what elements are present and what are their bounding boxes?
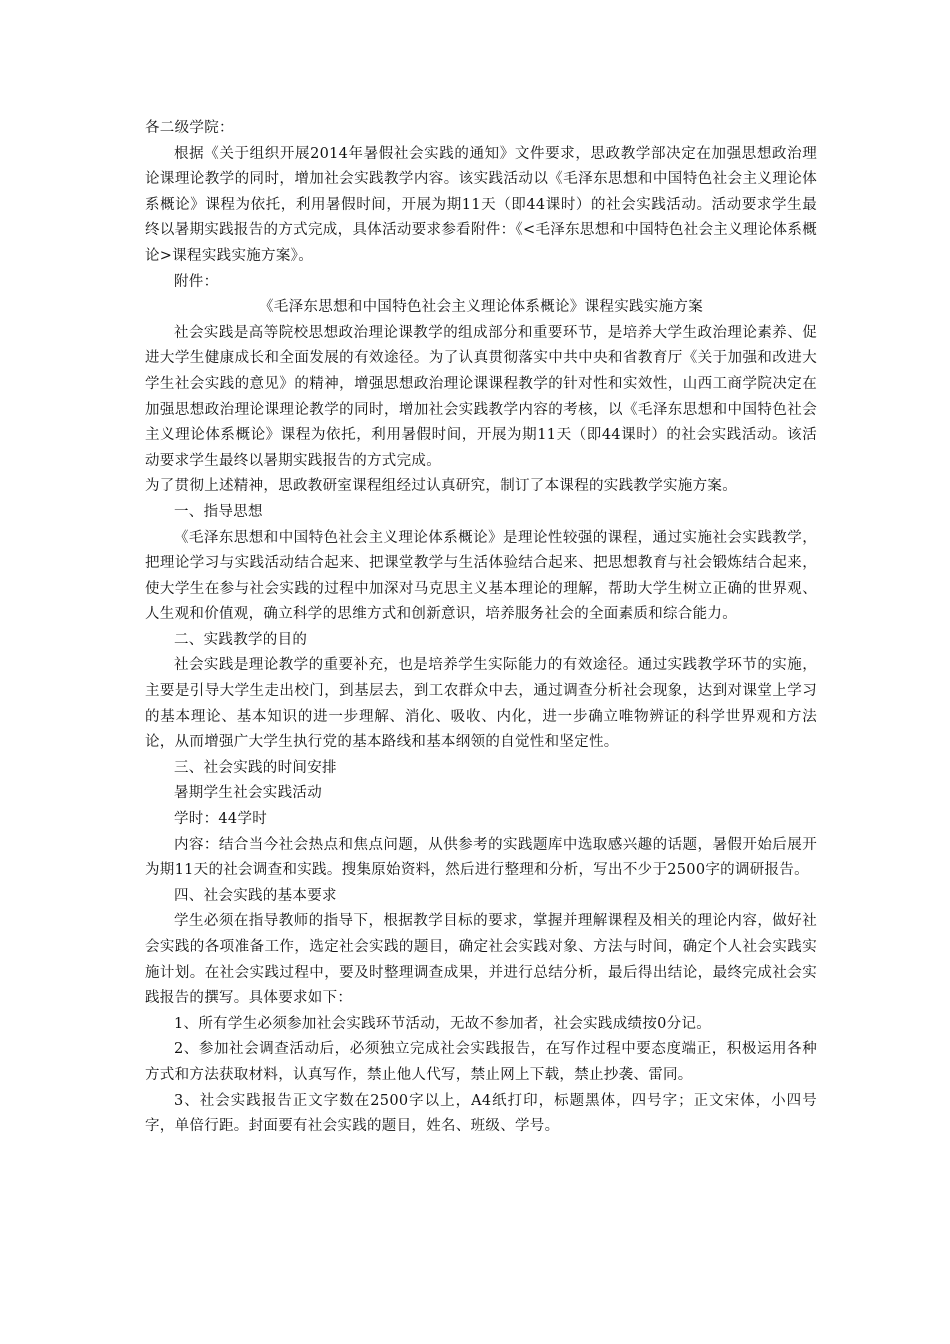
requirement-2: 2、参加社会调查活动后，必须独立完成社会实践报告，在写作过程中要态度端正，积极运用各种方式和方法获取材料，认真写作，禁止他人代写，禁止网上下载，禁止抄袭、雷同。	[145, 1041, 817, 1083]
section-3-heading: 三、社会实践的时间安排	[174, 759, 337, 776]
section-2-body: 社会实践是理论教学的重要补充，也是培养学生实际能力的有效途径。通过实践教学环节的实施，主要是引导大学生走出校门，到基层去，到工农群众中去，通过调查分析社会现象，达到对课堂上学习的基本理论、基本知识的进一步理解、消化、吸收、内化，进一步确立唯物辨证的科学世界观和方法论，从而增强广大学生执行党的基本路线和基本纲领的自觉性和坚定性。	[145, 657, 817, 751]
section-1-body: 《毛泽东思想和中国特色社会主义理论体系概论》是理论性较强的课程，通过实施社会实践教学，把理论学习与实践活动结合起来、把课堂教学与生活体验结合起来、把思想教育与社会锻炼结合起来，使大学生在参与社会实践的过程中加深对马克思主义基本理论的理解，帮助大学生树立正确的世界观、人生观和价值观，确立科学的思维方式和创新意识，培养服务社会的全面素质和综合能力。	[145, 529, 817, 623]
section-3-activity: 暑期学生社会实践活动	[174, 785, 322, 802]
section-4-heading: 四、社会实践的基本要求	[174, 887, 337, 904]
paragraph-social-practice: 社会实践是高等院校思想政治理论课教学的组成部分和重要环节，是培养大学生政治理论素养、促进大学生健康成长和全面发展的有效途径。为了认真贯彻落实中共中央和省教育厅《关于加强和改进大学生社会实践的意见》的精神，增强思想政治理论课课程教学的针对性和实效性，山西工商学院决定在加强思想政治理论课理论教学的同时，增加社会实践教学内容的考核，以《毛泽东思想和中国特色社会主义理论体系概论》课程为依托，利用暑假时间，开展为期11天（即44课时）的社会实践活动。该活动要求学生最终以暑期实践报告的方式完成。	[145, 324, 817, 469]
paragraph-implementation: 为了贯彻上述精神，思政教研室课程组经过认真研究，制订了本课程的实践教学实施方案。	[145, 478, 737, 495]
section-1-heading: 一、指导思想	[174, 503, 263, 520]
section-3-content: 内容：结合当今社会热点和焦点问题，从供参考的实践题库中选取感兴趣的话题，暑假开始后展开为期11天的社会调查和实践。搜集原始资料，然后进行整理和分析，写出不少于2500字的调研报告。	[145, 836, 817, 879]
section-2-heading: 二、实践教学的目的	[174, 631, 308, 648]
document-body	[145, 116, 817, 1140]
attachment-label: 附件：	[174, 273, 219, 290]
attachment-title: 《毛泽东思想和中国特色社会主义理论体系概论》课程实践实施方案	[259, 299, 703, 316]
requirement-1: 1、所有学生必须参加社会实践环节活动，无故不参加者，社会实践成绩按0分记。	[174, 1015, 712, 1032]
intro-paragraph: 根据《关于组织开展2014年暑假社会实践的通知》文件要求，思政教学部决定在加强思想政治理论课理论教学的同时，增加社会实践教学内容。该实践活动以《毛泽东思想和中国特色社会主义理论体系概论》课程为依托，利用暑假时间，开展为期11天（即44课时）的社会实践活动。活动要求学生最终以暑期实践报告的方式完成，具体活动要求参看附件：《<毛泽东思想和中国特色社会主义理论体系概论>课程实践实施方案》。	[145, 145, 817, 264]
requirement-3: 3、社会实践报告正文字数在2500字以上，A4纸打印，标题黑体，四号字；正文宋体，小四号字，单倍行距。封面要有社会实践的题目，姓名、班级、学号。	[145, 1092, 817, 1135]
section-4-body: 学生必须在指导教师的指导下，根据教学目标的要求，掌握并理解课程及相关的理论内容，做好社会实践的各项准备工作，选定社会实践的题目，确定社会实践对象、方法与时间，确定个人社会实践实施计划。在社会实践过程中，要及时整理调查成果，并进行总结分析，最后得出结论，最终完成社会实践报告的撰写。具体要求如下：	[145, 913, 817, 1007]
salutation: 各二级学院：	[145, 120, 234, 136]
section-3-hours: 学时：44学时	[174, 811, 268, 828]
